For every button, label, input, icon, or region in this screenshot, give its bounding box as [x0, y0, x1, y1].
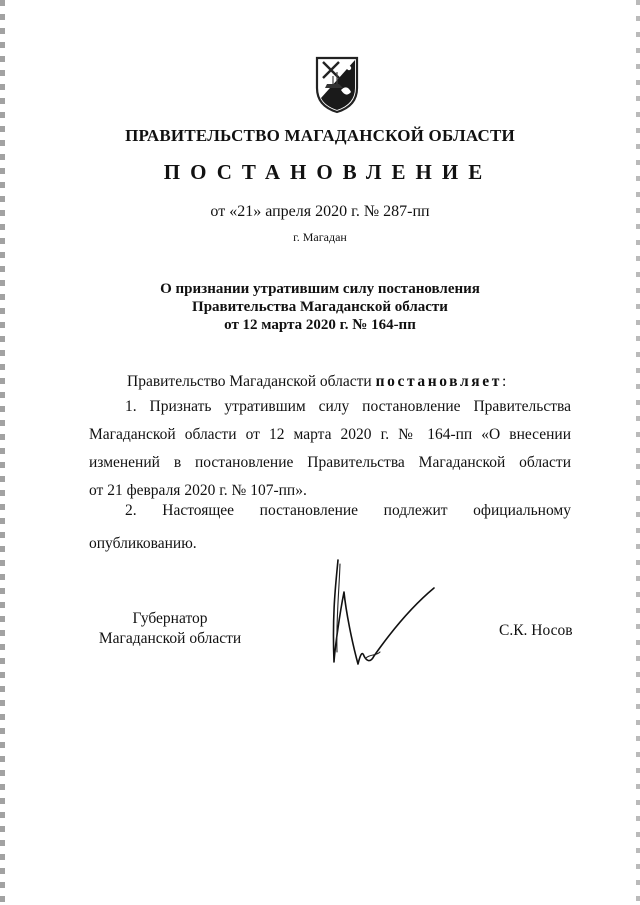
document-city: г. Магадан: [293, 230, 347, 244]
paragraph-item-2: 2. Настоящее постановление подлежит официальному: [125, 502, 571, 519]
signer-position: [90, 609, 250, 649]
signer-name: С.К. Носов: [499, 622, 573, 639]
coat-of-arms-emblem: [313, 54, 361, 114]
lead-colon: :: [501, 373, 507, 390]
paragraph-item-1-end: от 21 февраля 2020 г. № 107-пп».: [89, 482, 307, 499]
subject-line-3: от 12 марта 2020 г. № 164-пп: [224, 317, 416, 333]
document-type: ПОСТАНОВЛЕНИЕ: [163, 160, 493, 184]
paragraph-item-1: 1. Признать утратившим силу постановление Правительства Магаданской области от 12 марта 2020 г. № 164-пп «О внесении изменений в постановление Правительства Магаданской области: [89, 398, 571, 471]
lead-verb: постановляет: [375, 373, 502, 390]
handwritten-signature: [318, 552, 438, 672]
document-subject: [0, 280, 640, 334]
subject-line-1: О признании утратившим силу постановления: [160, 281, 480, 297]
paragraph-item-2-end: опубликованию.: [89, 535, 197, 552]
lead-text: Правительство Магаданской области: [127, 373, 372, 390]
document-date-number: от «21» апреля 2020 г. № 287-пп: [210, 203, 430, 220]
signer-position-line-2: Магаданской области: [98, 630, 242, 647]
government-title: ПРАВИТЕЛЬСТВО МАГАДАНСКОЙ ОБЛАСТИ: [125, 126, 515, 145]
subject-line-2: Правительства Магаданской области: [192, 299, 448, 315]
signer-position-line-1: Губернатор: [132, 610, 208, 627]
lead-paragraph: [89, 368, 571, 396]
